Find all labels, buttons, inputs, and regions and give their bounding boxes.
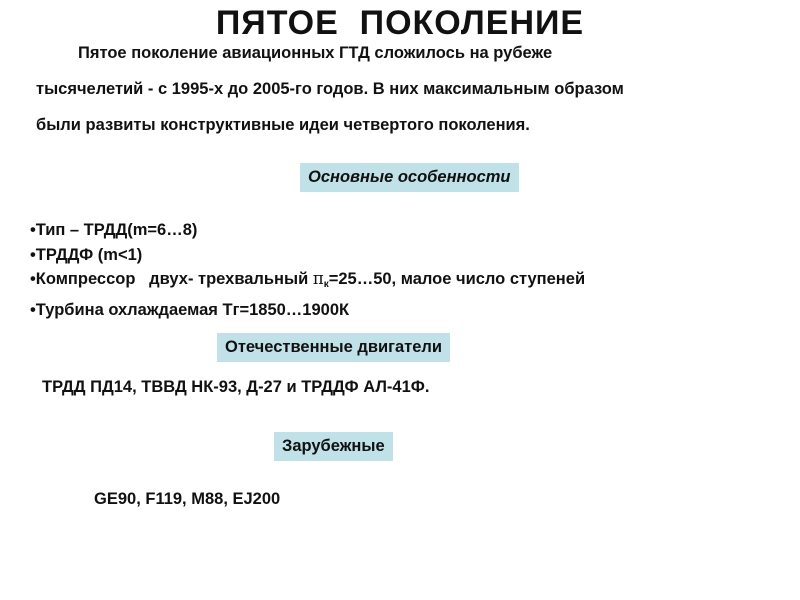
feature-compressor-value: =25…50, малое число ступеней	[328, 270, 586, 288]
bullet: •	[30, 300, 36, 319]
page-title: ПЯТОЕ ПОКОЛЕНИЕ	[215, 4, 585, 42]
feature-turbine-text: Турбина охлаждаемая Тг=1850…1900К	[35, 300, 350, 319]
domestic-heading: Отечественные двигатели	[217, 333, 450, 362]
intro-line-2: тысячелетий - с 1995-х до 2005-го годов. В них максимальным образом	[36, 80, 624, 98]
feature-item-type	[30, 218, 585, 243]
features-heading: Основные особенности	[300, 163, 519, 192]
pi-subscript: к	[323, 279, 329, 290]
intro-line-3: были развиты конструктивные идеи четвертого поколения.	[36, 116, 530, 134]
foreign-engines-text: GE90, F119, M88, EJ200	[94, 490, 281, 508]
feature-item-turbine	[30, 298, 585, 323]
bullet: •	[30, 221, 36, 239]
feature-trddf-text: ТРДДФ (m<1)	[35, 245, 143, 264]
pi-symbol: π	[312, 269, 324, 288]
domestic-engines-text: ТРДД ПД14, ТВВД НК-93, Д-27 и ТРДДФ АЛ-41Ф.	[42, 378, 430, 396]
feature-item-compressor	[30, 267, 585, 298]
bullet: •	[30, 245, 36, 264]
feature-type-text: Тип – ТРДД(m=6…8)	[35, 221, 198, 239]
foreign-heading: Зарубежные	[274, 432, 393, 461]
feature-item-trddf	[30, 243, 585, 268]
bullet: •	[30, 270, 36, 288]
intro-line-1: Пятое поколение авиационных ГТД сложилось на рубеже	[78, 44, 553, 62]
features-list	[30, 218, 585, 322]
feature-compressor-text: Компрессор двух- трехвальный	[35, 270, 313, 288]
